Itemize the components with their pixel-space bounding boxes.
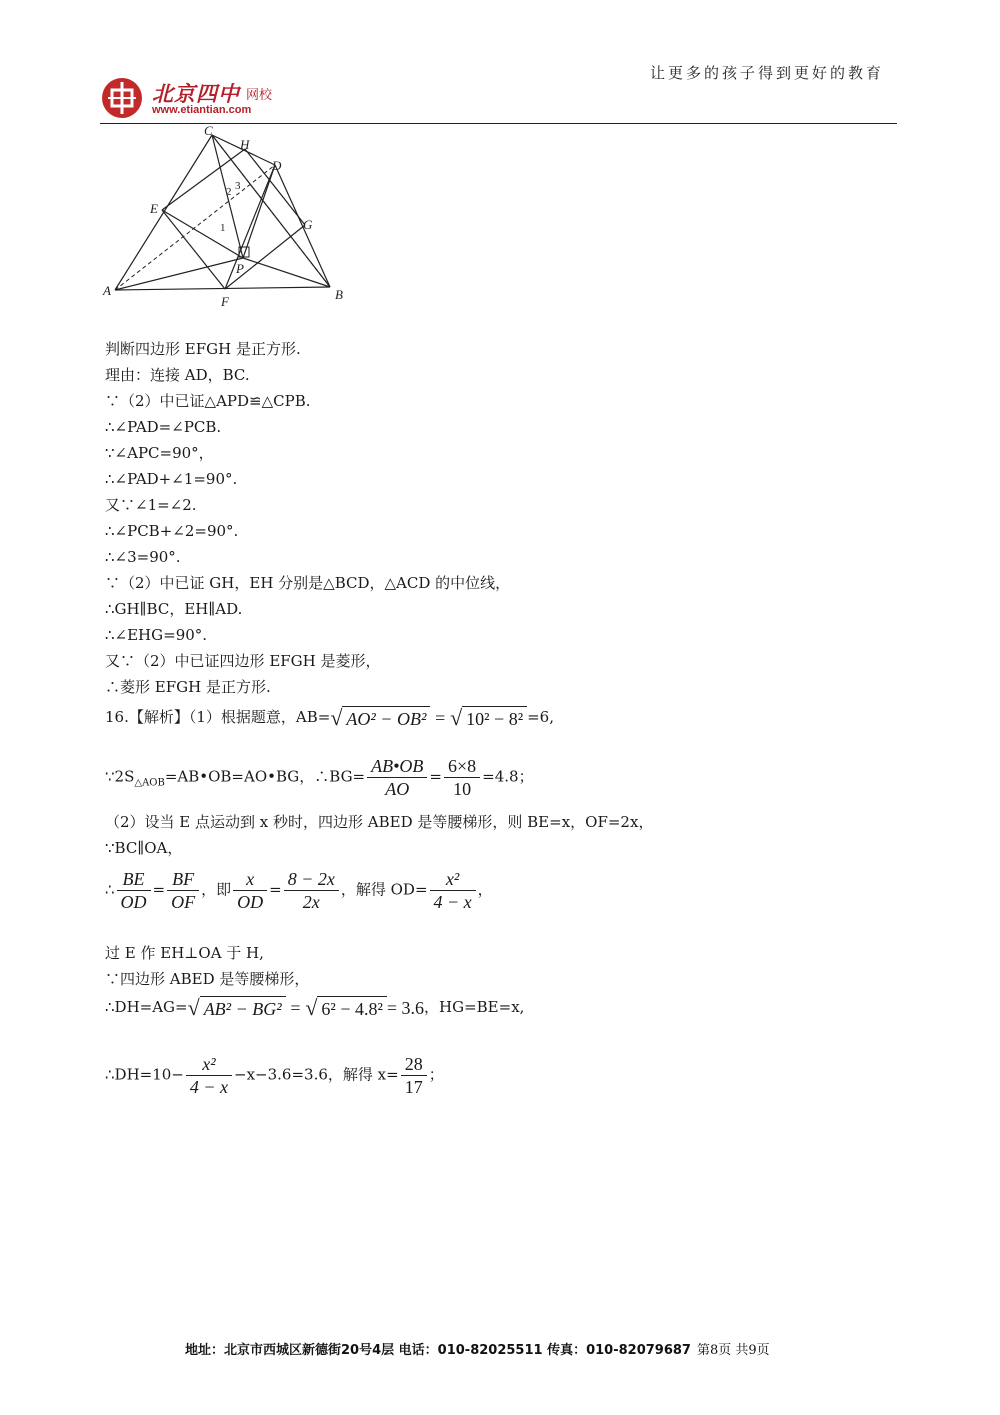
label-F: F — [221, 294, 229, 309]
proof-line: ∴∠PAD+∠1=90°. — [105, 470, 238, 488]
slogan: 让更多的孩子得到更好的教育 — [650, 64, 885, 82]
label-B: B — [335, 287, 343, 302]
proof-line: 理由：连接 AD，BC. — [105, 366, 250, 384]
label-H: H — [240, 137, 250, 152]
proof-line: 又∵∠1=∠2. — [105, 496, 197, 514]
fraction: $\frac{\text{x²}}{4 - x}$ — [430, 870, 476, 911]
label-A: A — [103, 283, 111, 298]
geometry-figure — [100, 125, 360, 310]
q16-line-3: （2）设当 E 点运动到 x 秒时，四边形 ABED 是等腰梯形，则 BE=x，OF=2x， — [105, 813, 654, 831]
logo-wangxiao: 网校 — [246, 88, 273, 103]
sqrt-expression: √ AO² − OB² — [330, 709, 430, 728]
fraction: $\frac{\text{x²}}{4 - x}$ — [186, 1055, 232, 1096]
q16-line-2: $\because 2S_{\triangle AOB}=AB•OB=AO•BG$，∴BG= $\frac{AB•OB}{AO}$ = $\frac{6\times 8}{10}$ =4.8； — [105, 756, 534, 799]
page-number: 第8页 共9页 — [696, 1343, 770, 1358]
footer — [185, 1339, 770, 1358]
q16-line-6: 过 E 作 EH⊥OA 于 H, — [105, 944, 264, 962]
proof-line: ∴∠EHG=90°. — [105, 626, 208, 644]
proof-line: ∵（2）中已证△APD≌△CPB. — [105, 392, 311, 410]
fraction: $\frac{BE}{OD}$ — [117, 870, 151, 911]
label-C: C — [204, 125, 213, 138]
proof-line: ∴GH∥BC，EH∥AD. — [105, 600, 243, 618]
logo-url: www.etiantian.com — [152, 104, 252, 116]
label-E: E — [150, 201, 158, 216]
label-1: 1 — [220, 222, 226, 234]
sqrt-expression: √ AB² − BG² — [188, 999, 286, 1018]
proof-line: ∴菱形 EFGH 是正方形. — [105, 678, 271, 696]
logo-name: 北京四中 — [152, 81, 240, 106]
label-2: 2 — [226, 186, 232, 198]
proof-line: ∵∠APC=90°， — [105, 444, 214, 462]
footer-address: 地址：北京市西城区新德街20号4层 电话：010-82025511 传真：010-82079687 — [185, 1343, 691, 1358]
fraction: $\frac{6\times 8}{10}$ — [444, 757, 480, 798]
q16-line-1: 16.【解析】（1）根据题意，AB=√ AO² − OB² = √ 10² − 8² =6, — [105, 704, 554, 730]
q16-line-9: ∴DH=10− $\frac{\text{x²}}{4 - x}$ −x−3.6=3.6，解得 x= $\frac{28}{17}$ ； — [105, 1054, 444, 1097]
sqrt-expression: √ 10² − 8² — [450, 709, 527, 728]
fraction: $\frac{8 - 2x}{2x}$ — [284, 870, 339, 911]
q16-line-8: ∴DH=AG=√ AB² − BG² = √ 6² − 4.8² = 3.6，HG=BE=x, — [105, 994, 525, 1020]
proof-line: ∴∠3=90°. — [105, 548, 181, 566]
label-3: 3 — [235, 180, 241, 192]
fraction: $\frac{BF}{OF}$ — [167, 870, 199, 911]
header-divider — [100, 123, 897, 124]
q16-line-7: ∵四边形 ABED 是等腰梯形， — [105, 970, 310, 988]
proof-line: 判断四边形 EFGH 是正方形. — [105, 340, 301, 358]
fraction: $\frac{x}{OD}$ — [233, 870, 267, 911]
label-G: G — [303, 217, 313, 232]
q16-line-5: ∴ $\frac{BE}{OD}$ = $\frac{BF}{OF}$ ，即 $\frac{x}{OD}$ = $\frac{8 - 2x}{2x}$ ，解得 OD= $\frac{\text{x²}}{4 - x}$ ， — [105, 869, 493, 912]
fraction: $\frac{AB•OB}{AO}$ — [367, 757, 427, 798]
q16-line-4: ∵BC∥OA， — [105, 839, 183, 857]
label-P: P — [236, 261, 244, 276]
proof-line: ∴∠PCB+∠2=90°. — [105, 522, 239, 540]
proof-line: ∴∠PAD=∠PCB. — [105, 418, 222, 436]
proof-line: 又∵（2）中已证四边形 EFGH 是菱形， — [105, 652, 381, 670]
label-D: D — [272, 158, 282, 173]
proof-line: ∵（2）中已证 GH，EH 分别是△BCD，△ACD 的中位线， — [105, 574, 511, 592]
sqrt-expression: √ 6² − 4.8² — [305, 999, 387, 1018]
fraction: $\frac{28}{17}$ — [401, 1055, 427, 1096]
